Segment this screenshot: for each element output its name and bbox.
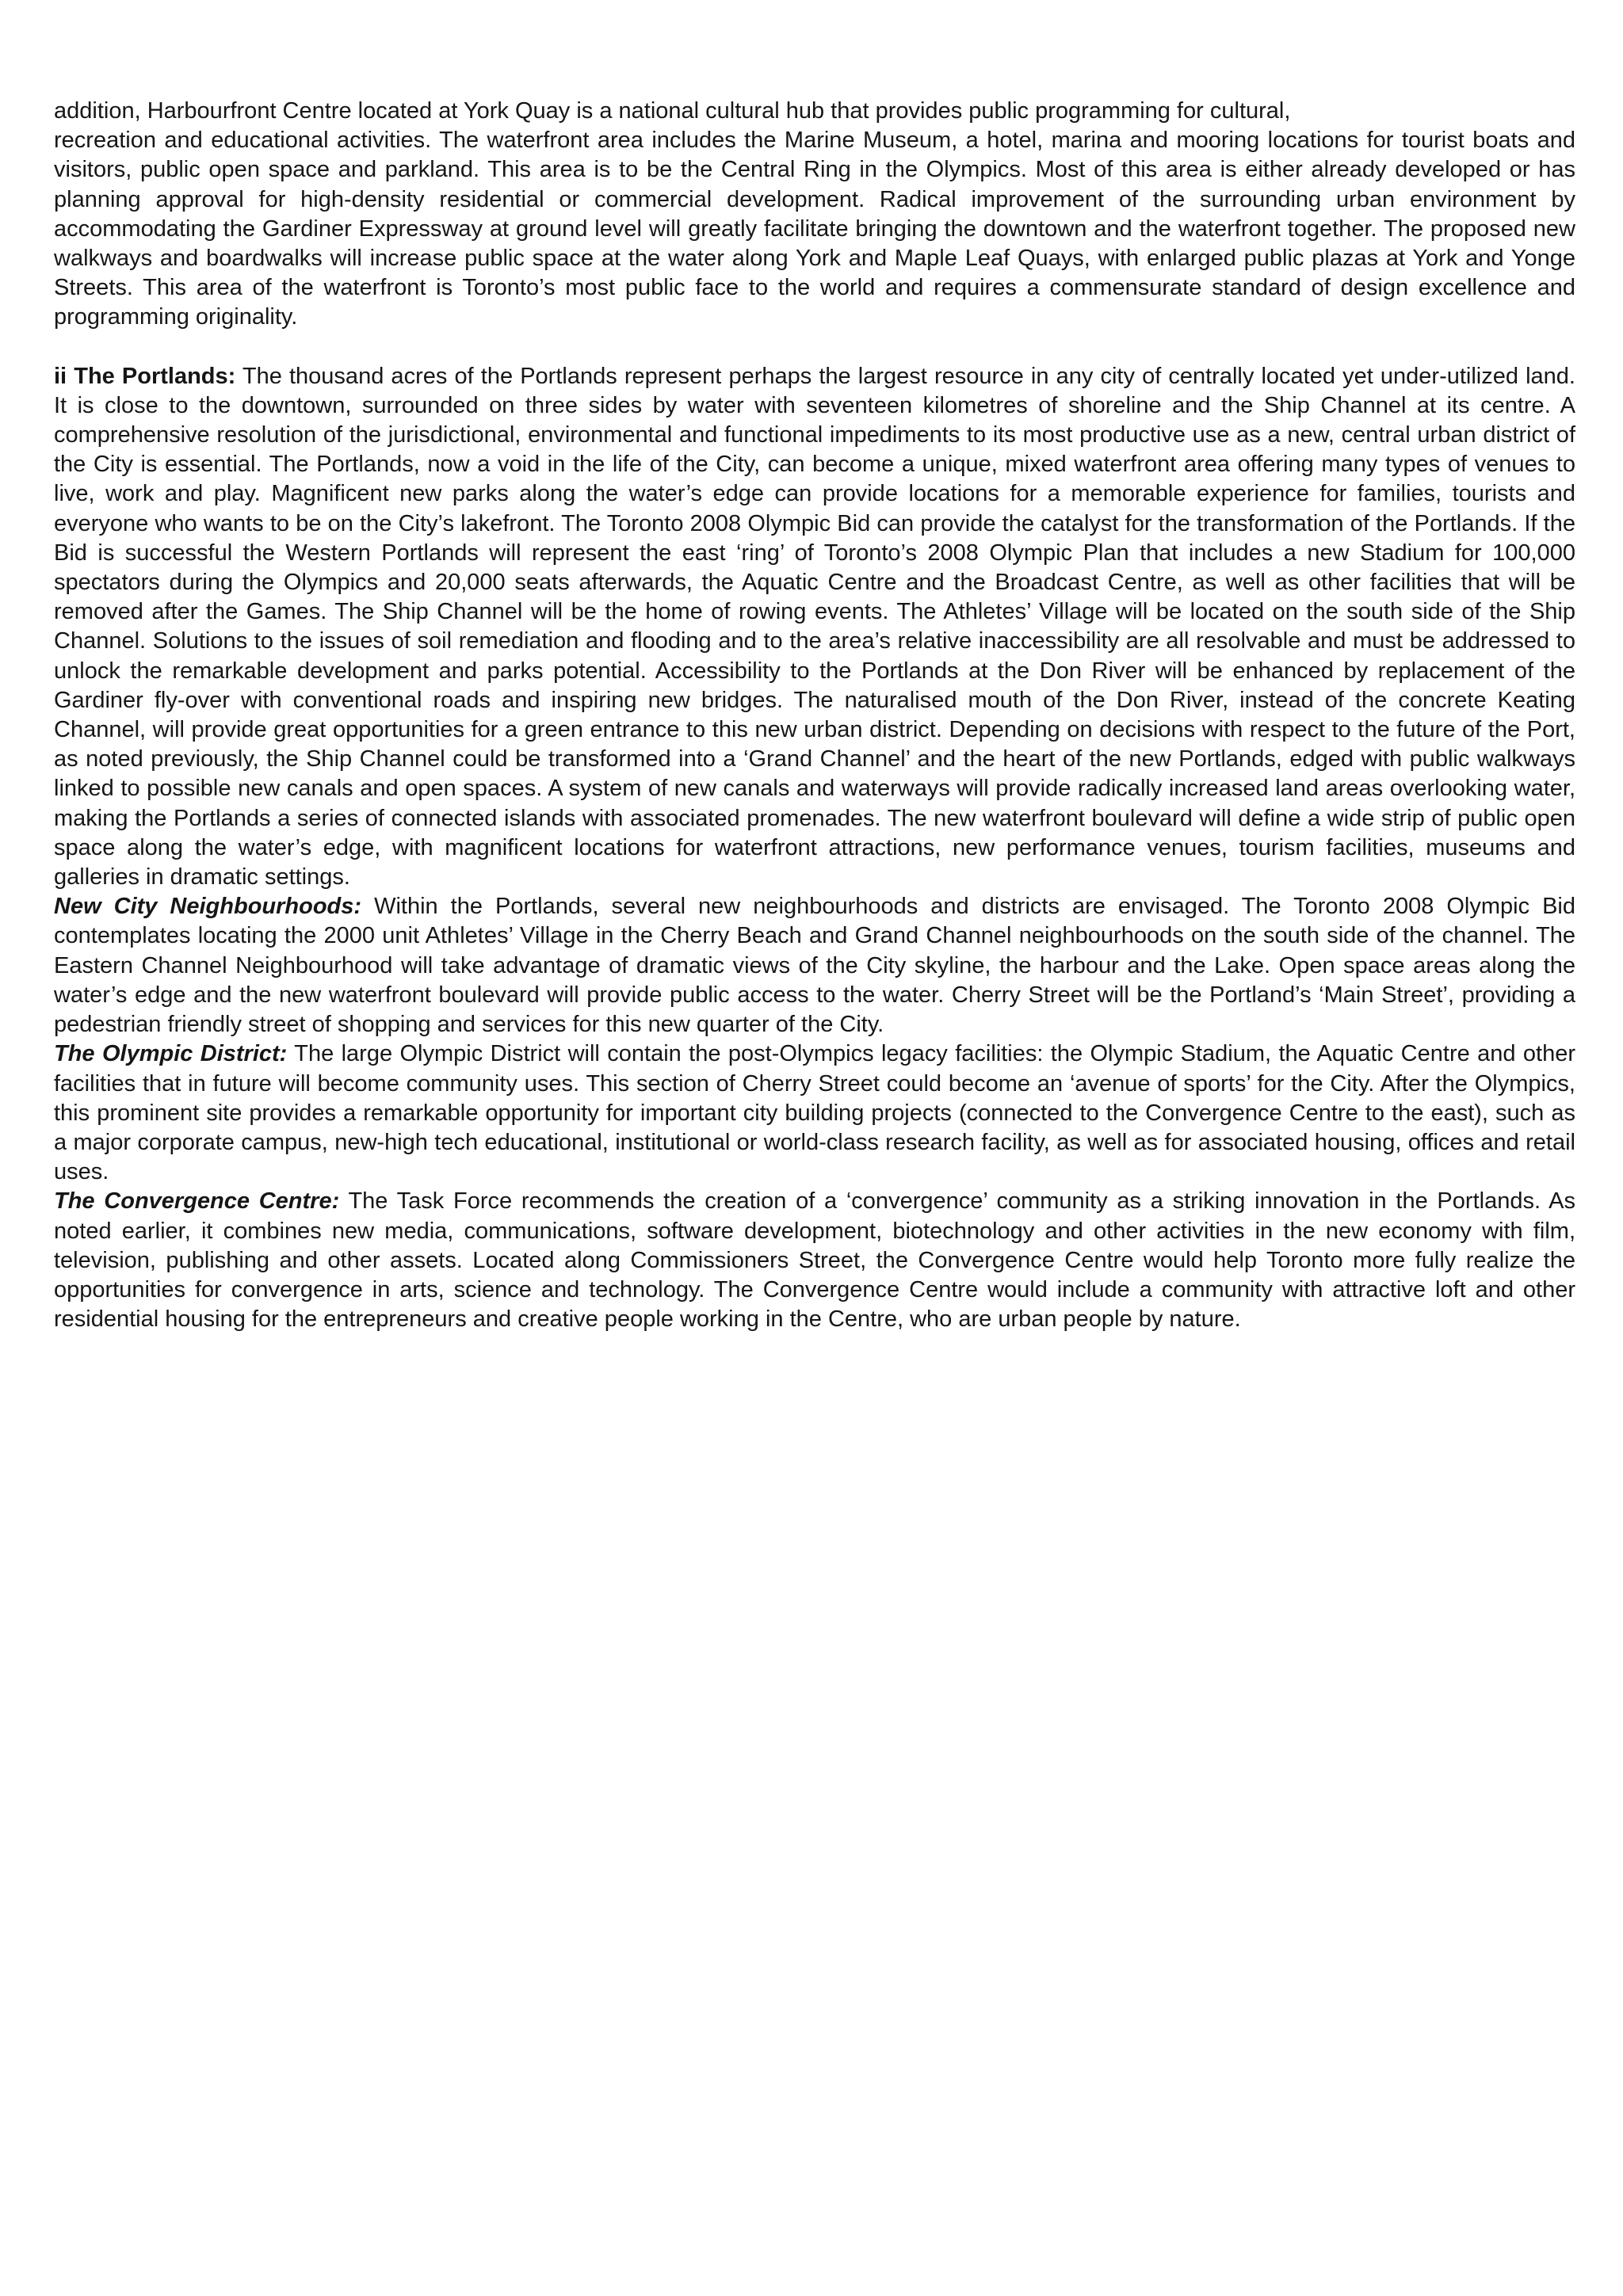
convergence-body: The Task Force recommends the creation of a ‘convergence’ community as a striking innovation in the Portlands. As noted earlier, it combines new media, communications, software development, biotechnology and other activities in the new economy with film, television, publishing and other assets. Located along Commissioners Street, the Convergence Centre would help Toronto more fully realize the opportunities for convergence in arts, science and technology. The Convergence Centre would include a community with attractive loft and other residential housing for the entrepreneurs and creative people working in the Centre, who are urban people by nature. bbox=[54, 1188, 1575, 1333]
convergence-paragraph bbox=[54, 1187, 1575, 1334]
document-page bbox=[54, 97, 1575, 1334]
intro-first-line: addition, Harbourfront Centre located at York Quay is a national cultural hub that provides public programming for cultural, bbox=[54, 98, 1291, 124]
portlands-paragraph bbox=[54, 362, 1575, 893]
neighbourhoods-heading: New City Neighbourhoods: bbox=[54, 894, 362, 920]
paragraph-gap bbox=[54, 333, 1575, 362]
olympic-district-body: The large Olympic District will contain the post-Olympics legacy facilities: the Olympic Stadium, the Aquatic Centre and other facilities that in future will become community uses. This section of Cherry Street could become an ‘avenue of sports’ for the City. After the Olympics, this prominent site provides a remarkable opportunity for important city building projects (connected to the Convergence Centre to the east), such as a major corporate campus, new-high tech educational, institutional or world-class research facility, as well as for associated housing, offices and retail uses. bbox=[54, 1041, 1575, 1185]
olympic-district-heading: The Olympic District: bbox=[54, 1041, 288, 1067]
portlands-body: The thousand acres of the Portlands represent perhaps the largest resource in any city of centrally located yet under-utilized land. It is close to the downtown, surrounded on three sides by water with seventeen kilometres of shoreline and the Ship Channel at its centre. A comprehensive resolution of the jurisdictional, environmental and functional impediments to its most productive use as a new, central urban district of the City is essential. The Portlands, now a void in the life of the City, can become a unique, mixed waterfront area offering many types of venues to live, work and play. Magnificent new parks along the water’s edge can provide locations for a memorable experience for families, tourists and everyone who wants to be on the City’s lakefront. The Toronto 2008 Olympic Bid can provide the catalyst for the transformation of the Portlands. If the Bid is successful the Western Portlands will represent the east ‘ring’ of Toronto’s 2008 Olympic Plan that includes a new Stadium for 100,000 spectators during the Olympics and 20,000 seats afterwards, the Aquatic Centre and the Broadcast Centre, as well as other facilities that will be removed after the Games. The Ship Channel will be the home of rowing events. The Athletes’ Village will be located on the south side of the Ship Channel. Solutions to the issues of soil remediation and flooding and to the area’s relative inaccessibility are all resolvable and must be addressed to unlock the remarkable development and parks potential. Accessibility to the Portlands at the Don River will be enhanced by replacement of the Gardiner fly-over with conventional roads and inspiring new bridges. The naturalised mouth of the Don River, instead of the concrete Keating Channel, will provide great opportunities for a green entrance to this new urban district. Depending on decisions with respect to the future of the Port, as noted previously, the Ship Channel could be transformed into a ‘Grand Channel’ and the heart of the new Portlands, edged with public walkways linked to possible new canals and open spaces. A system of new canals and waterways will provide radically increased land areas overlooking water, making the Portlands a series of connected islands with associated promenades. The new waterfront boulevard will define a wide strip of public open space along the water’s edge, with magnificent locations for waterfront attractions, new performance venues, tourism facilities, museums and galleries in dramatic settings. bbox=[54, 363, 1575, 891]
intro-paragraph: recreation and educational activities. The waterfront area includes the Marine Museum, a hotel, marina and mooring locations for tourist boats and visitors, public open space and parkland. This area is to be the Central Ring in the Olympics. Most of this area is either already developed or has planning approval for high-density residential or commercial development. Radical improvement of the surrounding urban environment by accommodating the Gardiner Expressway at ground level will greatly facilitate bringing the downtown and the waterfront together. The proposed new walkways and boardwalks will increase public space at the water along York and Maple Leaf Quays, with enlarged public plazas at York and Yonge Streets. This area of the waterfront is Toronto’s most public face to the world and requires a commensurate standard of design excellence and programming originality. bbox=[54, 128, 1575, 330]
neighbourhoods-body: Within the Portlands, several new neighbourhoods and districts are envisaged. The Toronto 2008 Olympic Bid contemplates locating the 2000 unit Athletes’ Village in the Cherry Beach and Grand Channel neighbourhoods on the south side of the channel. The Eastern Channel Neighbourhood will take advantage of dramatic views of the City skyline, the harbour and the Lake. Open space areas along the water’s edge and the new waterfront boulevard will provide public access to the water. Cherry Street will be the Portland’s ‘Main Street’, providing a pedestrian friendly street of shopping and services for this new quarter of the City. bbox=[54, 894, 1575, 1038]
olympic-district-paragraph bbox=[54, 1039, 1575, 1187]
convergence-heading: The Convergence Centre: bbox=[54, 1188, 340, 1215]
portlands-heading: ii The Portlands: bbox=[54, 363, 236, 389]
neighbourhoods-paragraph bbox=[54, 892, 1575, 1039]
